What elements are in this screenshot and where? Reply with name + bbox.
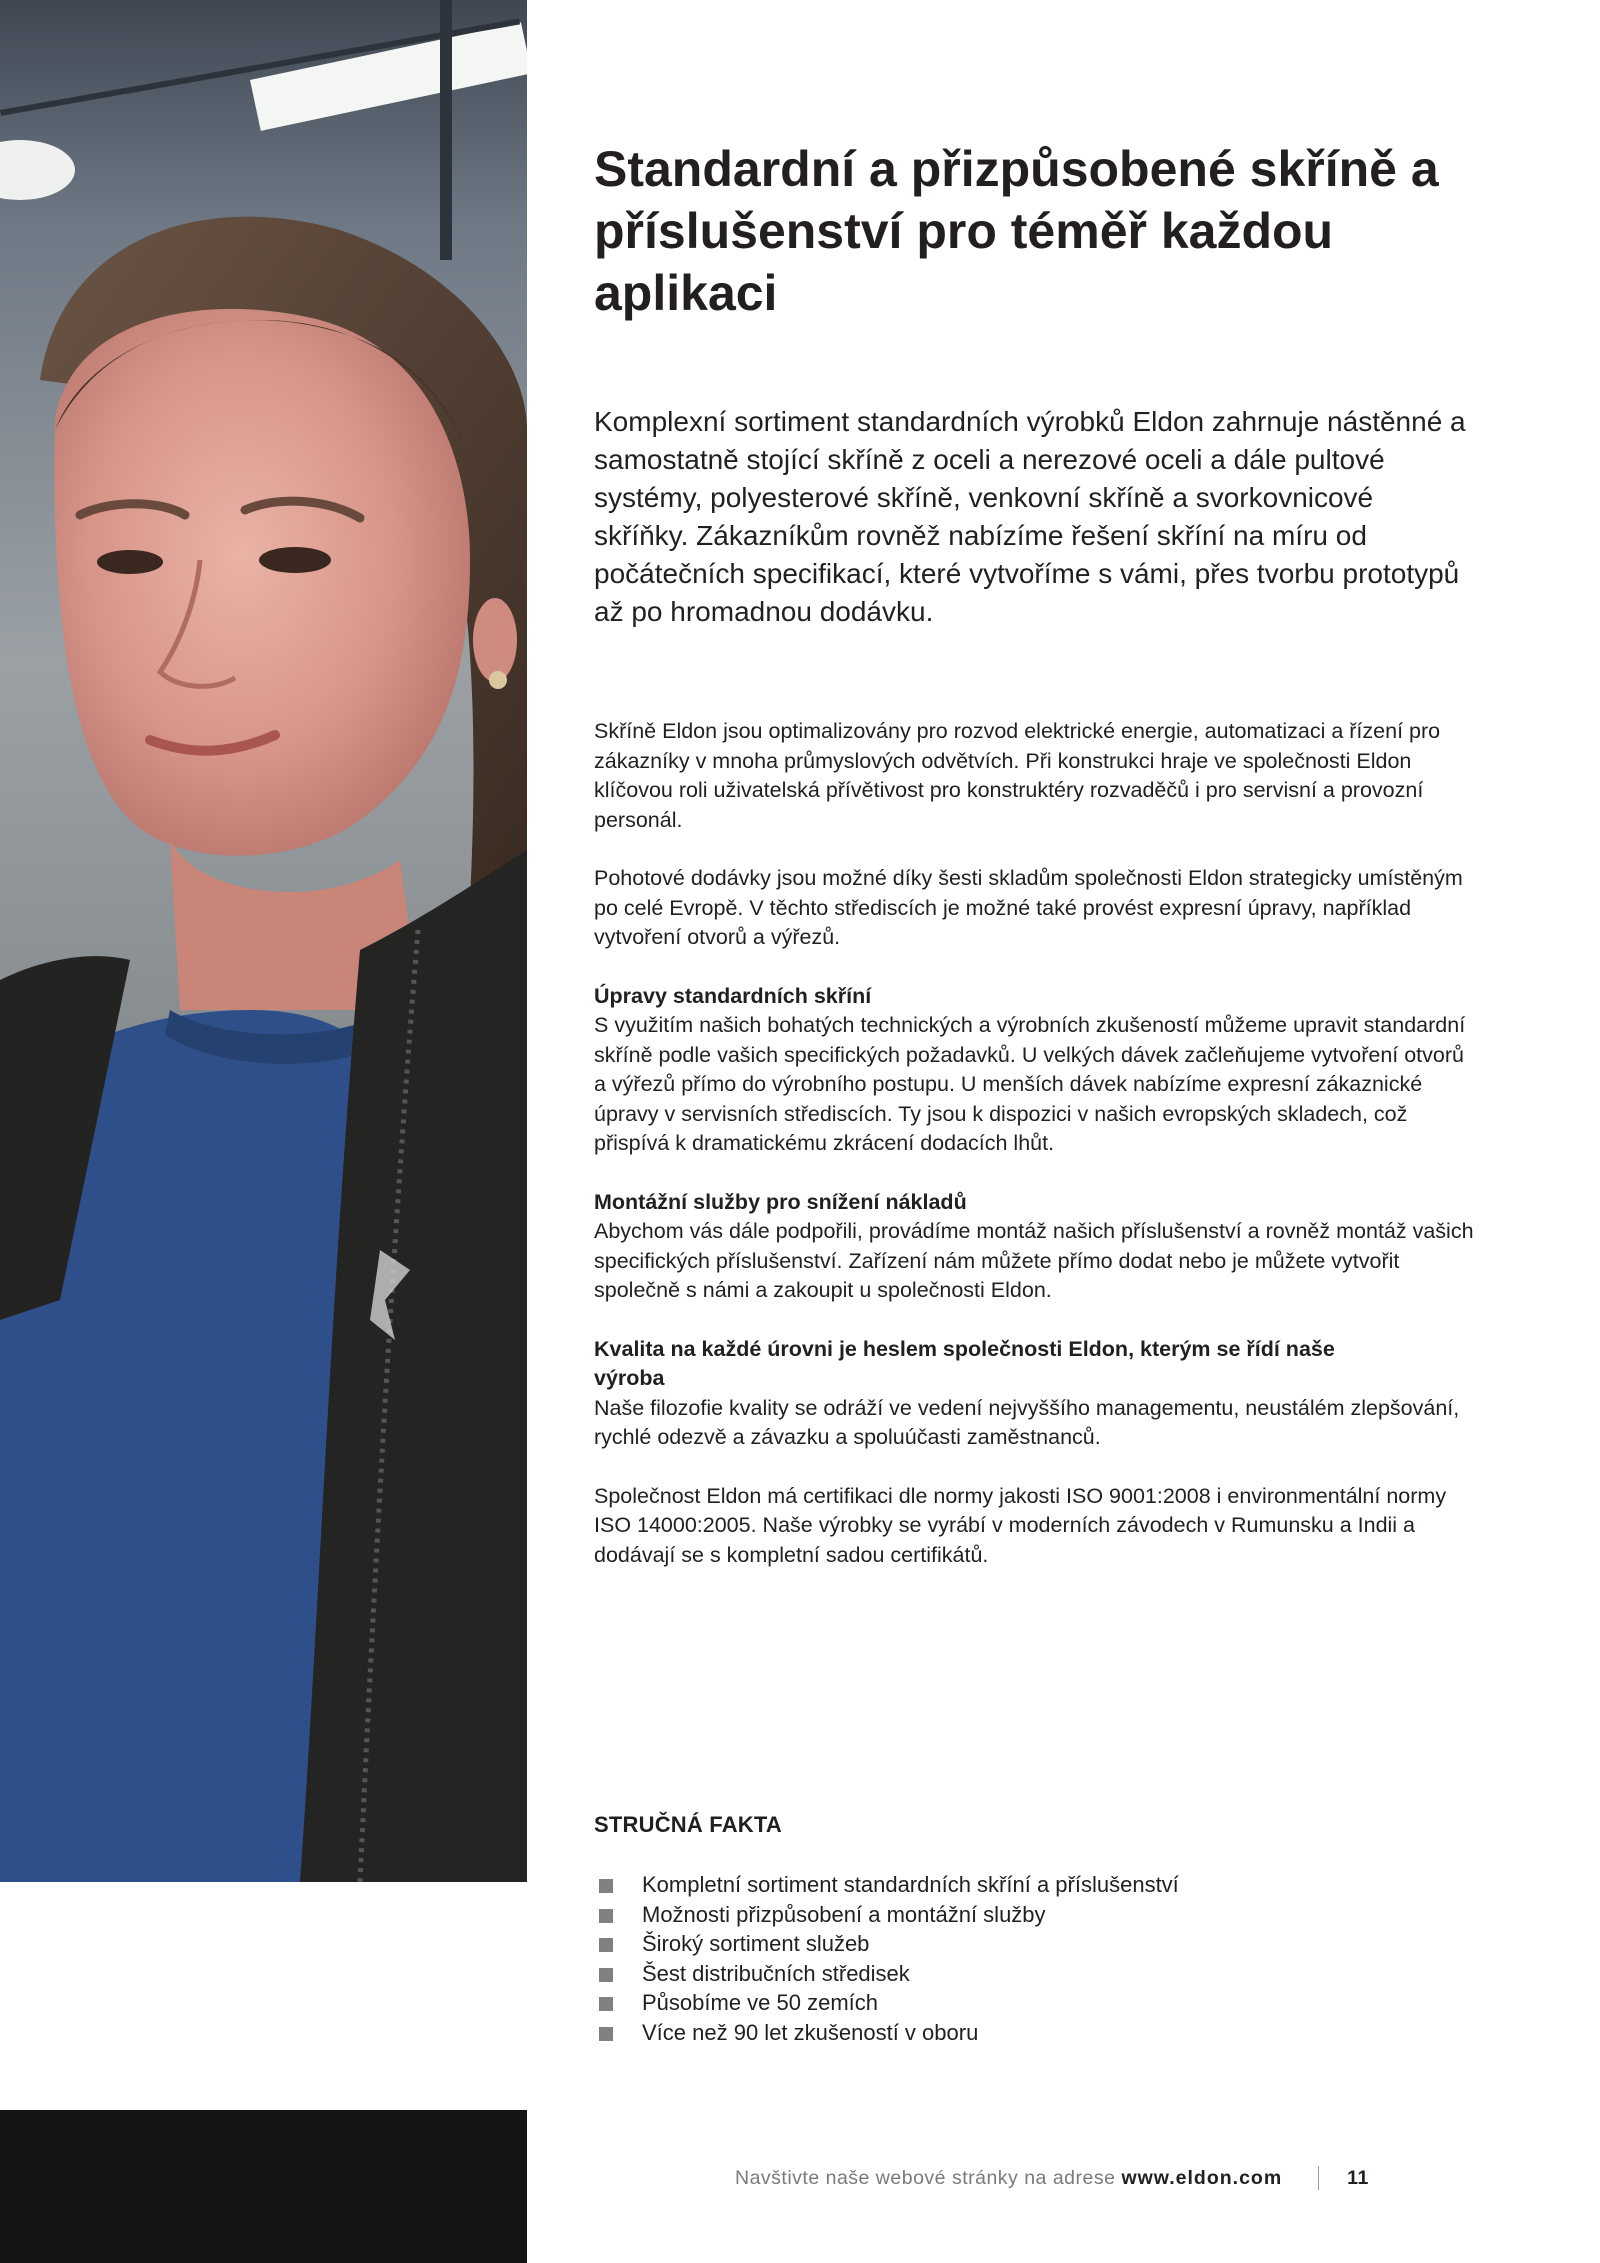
square-bullet-icon: [599, 1968, 613, 1982]
section-heading: Montážní služby pro snížení nákladů: [594, 1189, 967, 1214]
quick-facts-title: STRUČNÁ FAKTA: [594, 1812, 782, 1837]
section-heading: Úpravy standardních skříní: [594, 983, 872, 1008]
square-bullet-icon: [599, 1879, 613, 1893]
woman-portrait-illustration: [0, 0, 527, 1882]
paragraph-certification: Společnost Eldon má certifikaci dle normy jakosti ISO 9001:2008 i environmentální normy ISO 14000:2005. Naše výrobky se vyrábí v moderních závodech v Rumunsku a Indii a dodávají se s kompletní sadou certifikátů.: [594, 1483, 1447, 1567]
paragraph-optimization: Skříně Eldon jsou optimalizovány pro rozvod elektrické energie, automatizaci a řízení pro zákazníky v mnoha průmyslových odvětvích. Při konstrukci hraje ve společnosti Eldon klíčovou roli uživatelská přívětivost pro konstruktéry rozvaděčů i pro servisní a provozní personál.: [594, 719, 1441, 832]
quick-facts: [594, 1812, 1474, 2047]
square-bullet-icon: [599, 2027, 613, 2041]
section-text: Naše filozofie kvality se odráží ve vedení nejvyššího managementu, neustálém zlepšování, rychlé odezvě a závazku a spoluúčasti zaměstnanců.: [594, 1395, 1460, 1449]
list-item: Šest distribučních středisek: [594, 1959, 1474, 1989]
body-text: [594, 717, 1474, 1599]
section-heading: Kvalita na každé úrovni je heslem společnosti Eldon, kterým se řídí naše výroba: [594, 1336, 1335, 1390]
list-item: Více než 90 let zkušeností v oboru: [594, 2018, 1474, 2048]
footer-divider: [1318, 2166, 1319, 2190]
page-footer: [735, 2166, 1455, 2190]
section-assembly: [594, 1188, 1474, 1306]
square-bullet-icon: [599, 1938, 613, 1952]
page-title: Standardní a přizpůsobené skříně a příslušenství pro téměř každou aplikaci: [594, 141, 1439, 321]
footer-visit-text: Navštivte naše webové stránky na adrese: [735, 2166, 1116, 2189]
list-item: Možnosti přizpůsobení a montážní služby: [594, 1900, 1474, 1930]
page-number: 11: [1347, 2166, 1369, 2189]
square-bullet-icon: [599, 1997, 613, 2011]
square-bullet-icon: [599, 1909, 613, 1923]
intro-paragraph: Komplexní sortiment standardních výrobků Eldon zahrnuje nástěnné a samostatně stojící skříně z oceli a nerezové oceli a dále pultové systémy, polyesterové skříně, venkovní skříně a svorkovnicové skříňky. Zákazníkům rovněž nabízíme řešení skříní na míru od počátečních specifikací, které vytvoříme s vámi, přes tvorbu prototypů až po hromadnou dodávku.: [594, 406, 1466, 627]
list-item: Působíme ve 50 zemích: [594, 1988, 1474, 2018]
section-text: Abychom vás dále podpořili, provádíme montáž našich příslušenství a rovněž montáž vašich specifických příslušenství. Zařízení nám můžete přímo dodat nebo je můžete vytvořit společně s námi a zakoupit u společnosti Eldon.: [594, 1219, 1474, 1302]
hero-photo: [0, 0, 527, 1882]
list-item: Kompletní sortiment standardních skříní a příslušenství: [594, 1870, 1474, 1900]
section-quality: [594, 1335, 1474, 1453]
list-item: Široký sortiment služeb: [594, 1929, 1474, 1959]
website-link[interactable]: www.eldon.com: [1121, 2166, 1283, 2189]
section-modifications: [594, 982, 1474, 1159]
section-text: S využitím našich bohatých technických a výrobních zkušeností můžeme upravit standardní skříně podle vašich specifických požadavků. U velkých dávek začleňujeme vytvoření otvorů a výřezů přímo do výrobního postupu. U menších dávek nabízíme expresní zákaznické úpravy v servisních střediscích. Ty jsou k dispozici v našich evropských skladech, což přispívá k dramatickému zkrácení dodacích lhůt.: [594, 1013, 1466, 1155]
quick-facts-list: [594, 1870, 1474, 2047]
paragraph-deliveries: Pohotové dodávky jsou možné díky šesti skladům společnosti Eldon strategicky umístěným po celé Evropě. V těchto střediscích je možné také provést expresní úpravy, například vytvoření otvorů a výřezů.: [594, 866, 1463, 949]
photo-bottom-strip: [0, 2110, 527, 2263]
